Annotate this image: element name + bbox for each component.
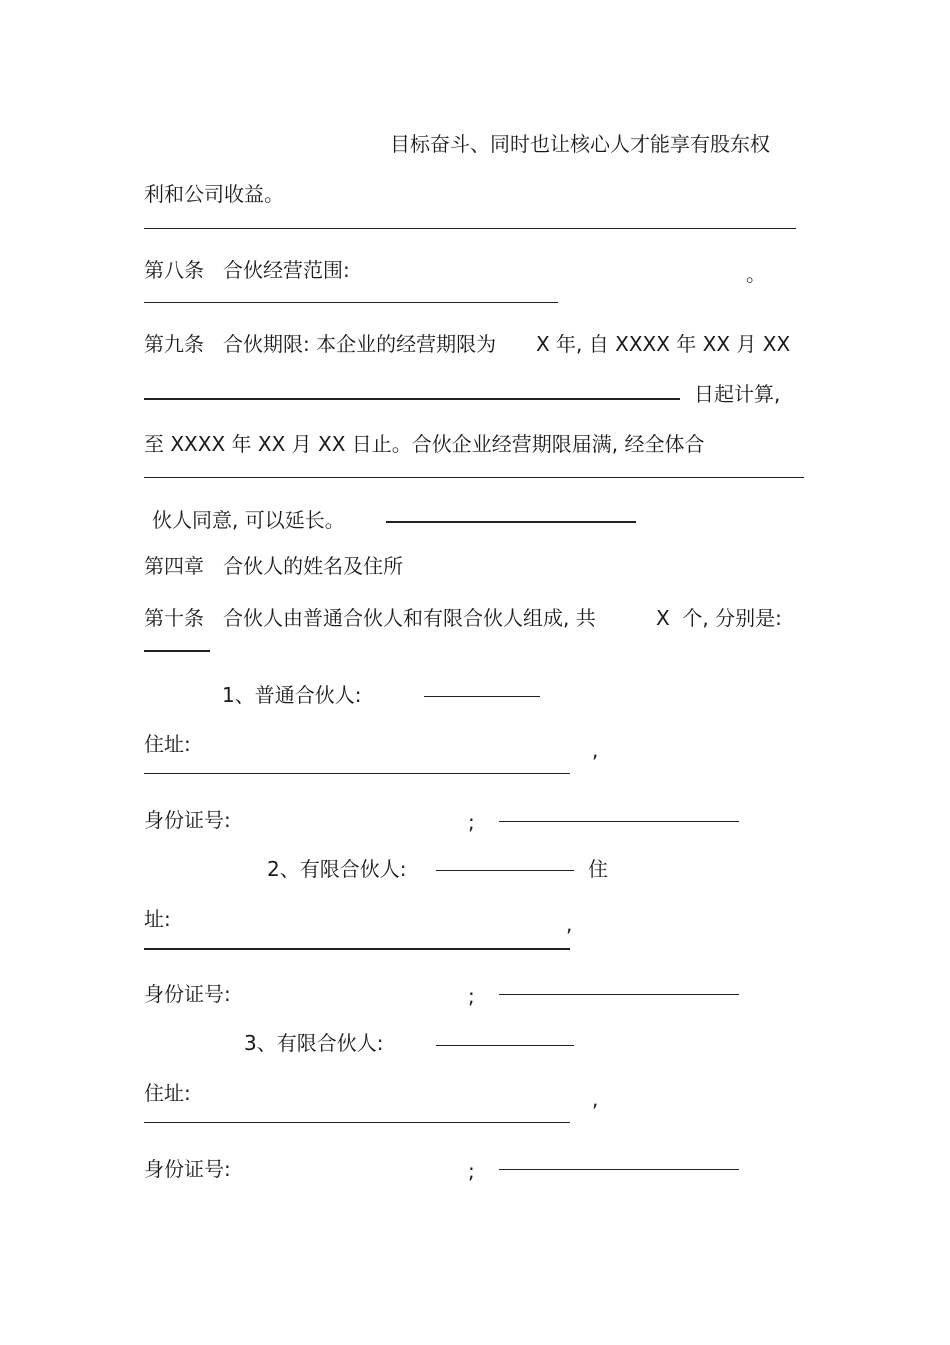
blank-line-art8 bbox=[144, 302, 558, 303]
partner-2-semicolon: ; bbox=[468, 984, 475, 1008]
partner-3-name-blank bbox=[436, 1045, 574, 1046]
partner-2-id-label: 身份证号: bbox=[144, 982, 231, 1006]
partner-1-name-blank bbox=[424, 696, 540, 697]
article-8-label: 第八条 bbox=[144, 258, 204, 282]
partner-1-id-label: 身份证号: bbox=[144, 808, 231, 832]
blank-line-art9 bbox=[144, 398, 680, 400]
partner-3-semicolon: ; bbox=[468, 1159, 475, 1183]
blank-line-art10 bbox=[144, 650, 210, 652]
partner-2-zhu: 住 bbox=[588, 857, 608, 881]
partner-3-address-blank bbox=[144, 1122, 570, 1123]
chapter-4-heading: 第四章 合伙人的姓名及住所 bbox=[144, 554, 404, 578]
partner-2-id-blank bbox=[499, 994, 739, 995]
article-9-term: X 年, 自 XXXX 年 XX 月 XX bbox=[536, 332, 791, 356]
separator-line-2 bbox=[144, 477, 804, 478]
article-8-text: 合伙经营范围: bbox=[223, 258, 350, 282]
partner-2-label: 2、有限合伙人: bbox=[267, 857, 407, 881]
partner-2-comma: , bbox=[566, 912, 573, 936]
article-9-label: 第九条 bbox=[144, 332, 204, 356]
text-line-2: 利和公司收益。 bbox=[144, 182, 284, 206]
partner-3-id-blank bbox=[499, 1169, 739, 1170]
text-line-1: 目标奋斗、同时也让核心人才能享有股东权 bbox=[390, 132, 770, 156]
partner-3-comma: , bbox=[592, 1087, 599, 1111]
separator-line bbox=[144, 228, 796, 229]
partner-1-semicolon: ; bbox=[468, 810, 475, 834]
partner-3-id-label: 身份证号: bbox=[144, 1157, 231, 1181]
article-10-count: X 个, 分别是: bbox=[656, 606, 782, 630]
partner-1-id-blank bbox=[499, 821, 739, 822]
article-9-line-4: 伙人同意, 可以延长。 bbox=[152, 508, 345, 532]
article-10-text: 合伙人由普通合伙人和有限合伙人组成, 共 bbox=[223, 606, 596, 630]
partner-1-label: 1、普通合伙人: bbox=[222, 683, 362, 707]
article-9-text: 合伙期限: 本企业的经营期限为 bbox=[223, 332, 497, 356]
partner-2-address-blank bbox=[144, 948, 570, 950]
partner-3-address-label: 住址: bbox=[144, 1081, 191, 1105]
partner-1-address-label: 住址: bbox=[144, 732, 191, 756]
article-10-label: 第十条 bbox=[144, 606, 204, 630]
article-9-line-3: 至 XXXX 年 XX 月 XX 日止。合伙企业经营期限届满, 经全体合 bbox=[144, 432, 705, 456]
article-9-continue: 日起计算, bbox=[694, 382, 781, 406]
partner-2-address-label: 址: bbox=[144, 907, 171, 931]
partner-1-comma: , bbox=[592, 738, 599, 762]
partner-2-name-blank bbox=[436, 870, 574, 871]
partner-1-address-blank bbox=[144, 773, 570, 774]
article-8-end: 。 bbox=[746, 262, 766, 286]
partner-3-label: 3、有限合伙人: bbox=[244, 1031, 384, 1055]
blank-line-art9-end bbox=[386, 521, 636, 523]
